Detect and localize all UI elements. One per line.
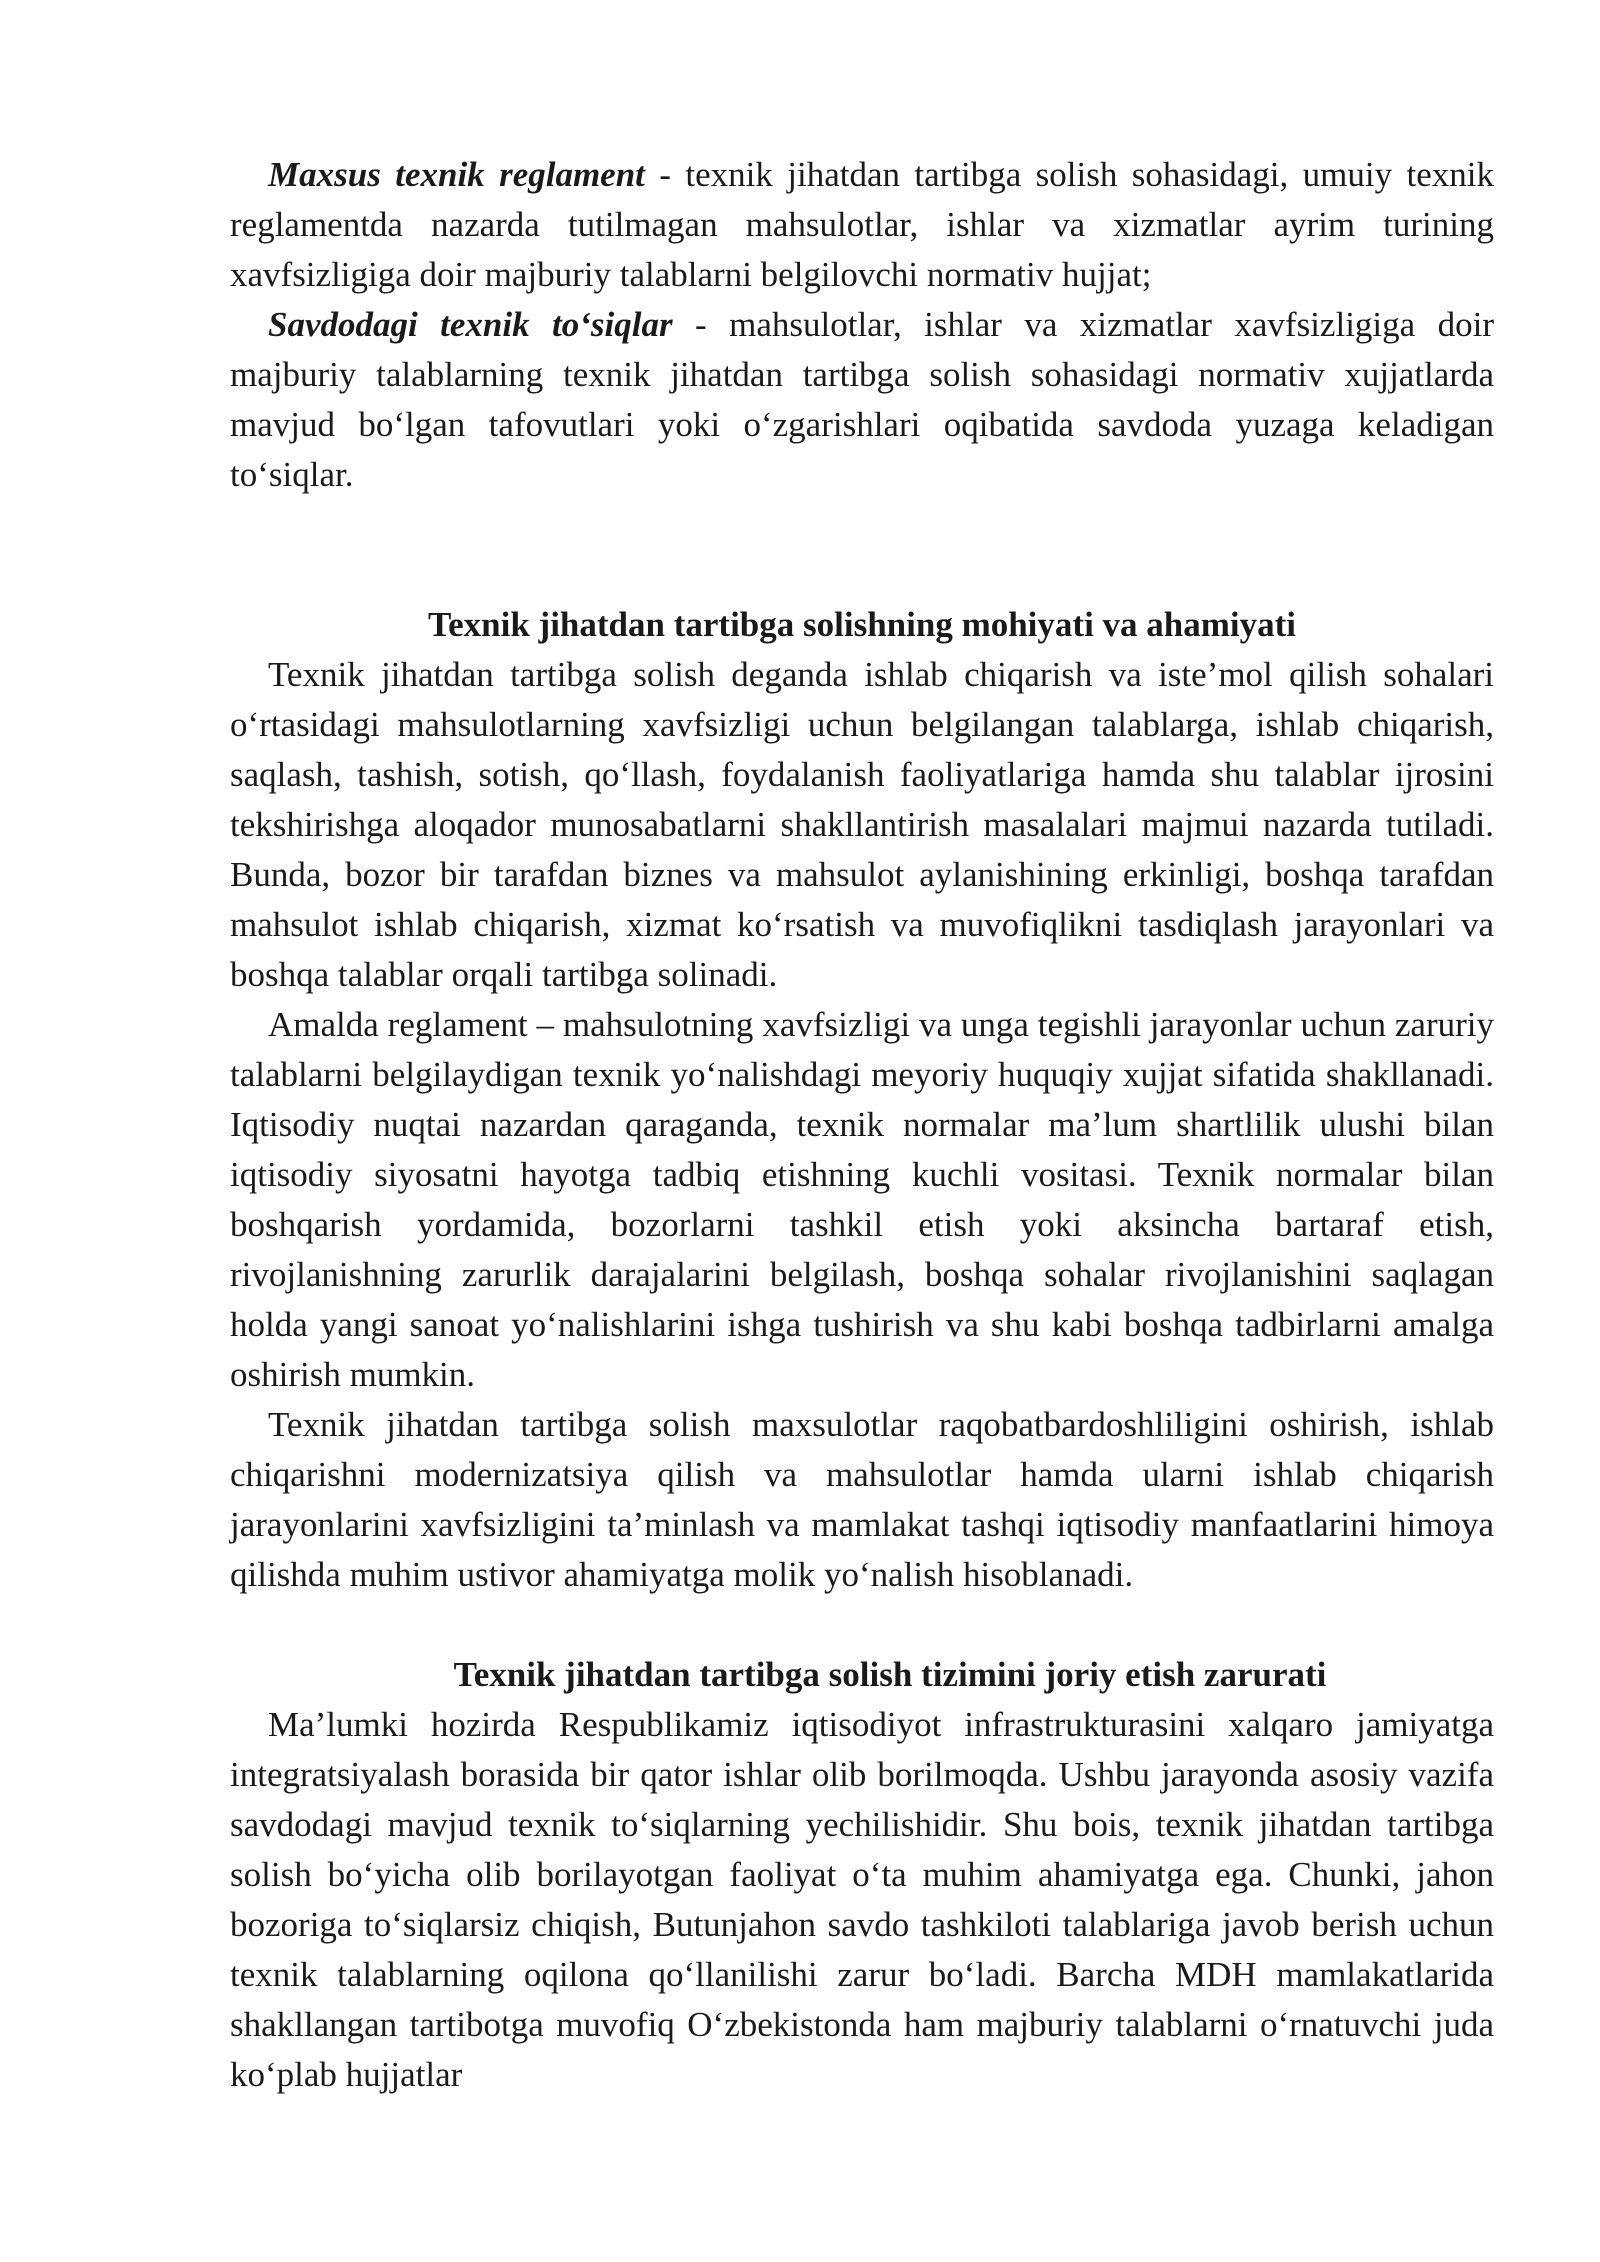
document-page — [230, 150, 1494, 2100]
definition-paragraph — [230, 150, 1494, 300]
definition-term: Maxsus texnik reglament — [268, 155, 645, 194]
section-heading: Texnik jihatdan tartibga solishning mohiyati va ahamiyati — [427, 605, 1297, 644]
definition-text: - mahsulotlar, ishlar va xizmatlar xavfsizligiga doir majburiy talablarning texnik jihatdan tartibga solish sohasidagi normativ xujjatlarda mavjud bo‘lgan tafovutlari yoki o‘zgarishlari oqibatida savdoda yuzaga keladigan to‘siqlar. — [230, 305, 1494, 494]
body-paragraph: Texnik jihatdan tartibga solish deganda ishlab chiqarish va iste’mol qilish sohalari o‘rtasidagi mahsulotlarning xavfsizligi uchun belgilangan talablarga, ishlab chiqarish, saqlash, tashish, sotish, qo‘llash, foydalanish faoliyatlariga hamda shu talablar ijrosini tekshirishga aloqador munosabatlarni shakllantirish masalalari majmui nazarda tutiladi. Bunda, bozor bir tarafdan biznes va mahsulot aylanishining erkinligi, boshqa tarafdan mahsulot ishlab chiqarish, xizmat ko‘rsatish va muvofiqlikni tasdiqlash jarayonlari va boshqa talablar orqali tartibga solinadi. — [230, 655, 1494, 994]
body-paragraph: Amalda reglament – mahsulotning xavfsizligi va unga tegishli jarayonlar uchun zaruriy talablarni belgilaydigan texnik yo‘nalishdagi meyoriy huquqiy xujjat sifatida shakllanadi. Iqtisodiy nuqtai nazardan qaraganda, texnik normalar ma’lum shartlilik ulushi bilan iqtisodiy siyosatni hayotga tadbiq etishning kuchli vositasi. Texnik normalar bilan boshqarish yordamida, bozorlarni tashkil etish yoki aksincha bartaraf etish, rivojlanishning zarurlik darajalarini belgilash, boshqa sohalar rivojlanishini saqlagan holda yangi sanoat yo‘nalishlarini ishga tushirish va shu kabi boshqa tadbirlarni amalga oshirish mumkin. — [230, 1005, 1494, 1394]
body-paragraph: Texnik jihatdan tartibga solish maxsulotlar raqobatbardoshliligini oshirish, ishlab chiqarishni modernizatsiya qilish va mahsulotlar hamda ularni ishlab chiqarish jarayonlarini xavfsizligini ta’minlash va mamlakat tashqi iqtisodiy manfaatlarini himoya qilishda muhim ustivor ahamiyatga molik yo‘nalish hisoblanadi. — [230, 1405, 1494, 1594]
definition-paragraph — [230, 300, 1494, 500]
definition-term: Savdodagi texnik to‘siqlar — [268, 305, 673, 344]
section-heading: Texnik jihatdan tartibga solish tizimini joriy etish zarurati — [453, 1655, 1327, 1694]
definition-text: - texnik jihatdan tartibga solish sohasidagi, umuiy texnik reglamentda nazarda tutilmagan mahsulotlar, ishlar va xizmatlar ayrim turining xavfsizligiga doir majburiy talablarni belgilovchi normativ hujjat; — [230, 155, 1494, 294]
body-paragraph: Ma’lumki hozirda Respublikamiz iqtisodiyot infrastrukturasini xalqaro jamiyatga integratsiyalash borasida bir qator ishlar olib borilmoqda. Ushbu jarayonda asosiy vazifa savdodagi mavjud texnik to‘siqlarning yechilishidir. Shu bois, texnik jihatdan tartibga solish bo‘yicha olib borilayotgan faoliyat o‘ta muhim ahamiyatga ega. Chunki, jahon bozoriga to‘siqlarsiz chiqish, Butunjahon savdo tashkiloti talablariga javob berish uchun texnik talablarning oqilona qo‘llanilishi zarur bo‘ladi. Barcha MDH mamlakatlarida shakllangan tartibotga muvofiq O‘zbekistonda ham majburiy talablarni o‘rnatuvchi juda ko‘plab hujjatlar — [230, 1705, 1494, 2094]
